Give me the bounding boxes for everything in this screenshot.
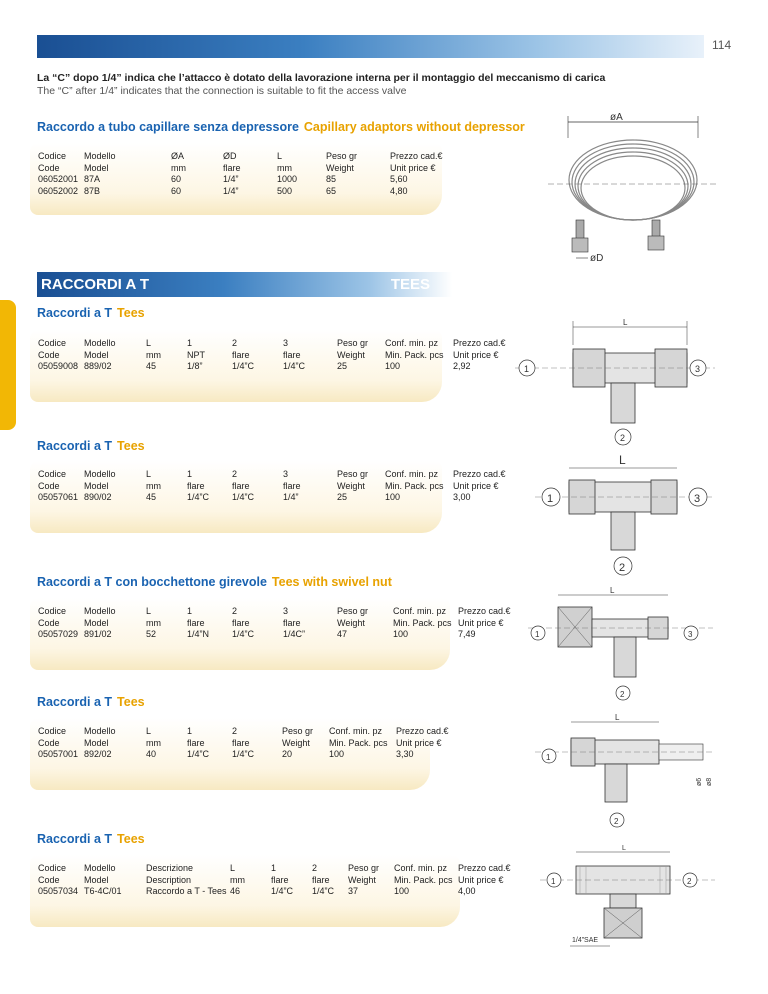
svg-text:1: 1 — [551, 877, 556, 886]
column-subheader: Weight — [326, 162, 354, 173]
table-cell: 20 — [282, 749, 293, 760]
table-column — [453, 469, 506, 504]
column-subheader: flare — [187, 617, 205, 628]
table-cell: 25 — [337, 361, 348, 372]
column-header: 3 — [283, 338, 289, 348]
table-cell: 1/8” — [187, 361, 203, 372]
dim-a-label: øA — [610, 112, 623, 123]
page-number: 114 — [712, 38, 732, 52]
table-column — [312, 863, 334, 898]
column-subheader: Min. Pack. pcs — [329, 737, 388, 748]
table-column — [38, 338, 78, 373]
table-column — [187, 469, 209, 504]
svg-text:2: 2 — [620, 433, 626, 443]
column-header: Modello — [84, 151, 116, 161]
section-title-en: Capillary adaptors without depressor — [303, 120, 525, 134]
column-subheader: Weight — [337, 349, 365, 360]
column-header: 1 — [187, 338, 193, 348]
table-cell: 87A — [84, 174, 101, 185]
column-header: L — [146, 726, 152, 736]
table-cell: 5,60 — [390, 174, 408, 185]
svg-text:3: 3 — [695, 364, 701, 374]
column-subheader: flare — [283, 349, 301, 360]
table-column — [283, 606, 305, 641]
table-column — [283, 338, 305, 373]
table-cell: 892/02 — [84, 749, 112, 760]
column-subheader: mm — [171, 162, 186, 173]
table-column — [393, 606, 452, 641]
table-cell: 1/4”C — [312, 886, 335, 897]
column-header: Codice — [38, 151, 67, 161]
svg-text:1: 1 — [547, 493, 554, 505]
tee-892-drawing — [535, 712, 715, 832]
table-column — [326, 151, 357, 197]
table-cell: 37 — [348, 886, 359, 897]
table-cell: 4,80 — [390, 185, 408, 196]
table-column — [458, 606, 511, 641]
column-header: Prezzo cad.€ — [390, 151, 443, 161]
table-cell: 85 — [326, 174, 337, 185]
table-cell: 100 — [385, 492, 401, 503]
section-tab — [0, 300, 16, 430]
table-column — [232, 338, 254, 373]
column-subheader: Min. Pack. pcs — [385, 480, 444, 491]
column-header: Conf. min. pz — [393, 606, 447, 616]
column-header: Modello — [84, 863, 116, 873]
table-column — [283, 469, 301, 504]
column-header: Peso gr — [337, 606, 369, 616]
column-subheader: Code — [38, 874, 60, 885]
column-header: Peso gr — [282, 726, 314, 736]
column-header: 2 — [232, 726, 238, 736]
column-subheader: flare — [312, 874, 330, 885]
column-header: Peso gr — [326, 151, 358, 161]
svg-text:ø8: ø8 — [706, 777, 713, 786]
table-cell: 05057029 — [38, 629, 79, 640]
column-subheader: mm — [277, 162, 292, 173]
table-column — [348, 863, 379, 898]
column-header: L — [277, 151, 283, 161]
column-header: 3 — [283, 606, 289, 616]
table-cell: 1/4”C — [232, 361, 255, 372]
section-title-it: Raccordi a T — [37, 832, 113, 846]
svg-text:2: 2 — [619, 562, 626, 574]
column-subheader: mm — [146, 349, 161, 360]
svg-text:1/4”SAE: 1/4”SAE — [572, 937, 599, 944]
svg-text:2: 2 — [620, 690, 625, 699]
column-subheader: Model — [84, 349, 109, 360]
table-cell: 46 — [230, 886, 241, 897]
table-column — [337, 469, 368, 504]
svg-text:L: L — [623, 318, 628, 327]
column-header: Prezzo cad.€ — [396, 726, 449, 736]
table-cell: 45 — [146, 361, 157, 372]
column-header: 2 — [312, 863, 318, 873]
table-column — [230, 863, 245, 898]
column-header: Peso gr — [337, 338, 369, 348]
column-subheader: Code — [38, 349, 60, 360]
table-cell: 60 — [171, 185, 182, 196]
column-header: L — [230, 863, 236, 873]
svg-text:L: L — [610, 586, 615, 595]
column-subheader: NPT — [187, 349, 205, 360]
column-header: Modello — [84, 338, 116, 348]
table-column — [171, 151, 186, 197]
product-table — [30, 718, 449, 790]
table-column — [394, 863, 453, 898]
section-title-en: Tees — [117, 695, 145, 709]
column-header: 1 — [187, 469, 193, 479]
table-cell: 05057001 — [38, 749, 79, 760]
svg-text:ø6: ø6 — [696, 777, 703, 786]
table-cell: 1/4”C — [232, 749, 255, 760]
table-cell: 1/4”N — [187, 629, 210, 640]
table-cell: 500 — [277, 185, 293, 196]
product-table — [30, 143, 442, 215]
column-header: Prezzo cad.€ — [458, 606, 511, 616]
table-column — [187, 338, 205, 373]
banner-title-en: TEES — [390, 276, 430, 293]
header-bar — [37, 35, 704, 58]
svg-text:L: L — [622, 845, 626, 852]
table-column — [38, 151, 78, 197]
table-cell: 100 — [329, 749, 345, 760]
column-subheader: mm — [146, 617, 161, 628]
table-column — [271, 863, 293, 898]
table-cell: 1/4”C — [271, 886, 294, 897]
column-subheader: Model — [84, 617, 109, 628]
table-cell: 1/4” — [283, 492, 299, 503]
table-cell: 47 — [337, 629, 348, 640]
column-header: Conf. min. pz — [385, 338, 439, 348]
column-header: ØD — [223, 151, 237, 161]
table-column — [232, 726, 254, 761]
table-column — [38, 606, 78, 641]
svg-text:1: 1 — [546, 753, 551, 762]
table-column — [146, 606, 161, 641]
column-header: Descrizione — [146, 863, 194, 873]
table-cell: 1/4” — [223, 174, 239, 185]
table-column — [84, 469, 116, 504]
table-column — [38, 726, 78, 761]
column-header: Prezzo cad.€ — [453, 338, 506, 348]
table-cell: 100 — [393, 629, 409, 640]
table-column — [84, 863, 122, 898]
table-column — [84, 338, 116, 373]
note-italian: La “C” dopo 1/4” indica che l’attacco è dotato della lavorazione interna per il montaggio del meccanismo di carica — [37, 72, 606, 84]
column-subheader: Unit price € — [458, 617, 504, 628]
table-column — [84, 726, 116, 761]
table-column — [232, 606, 254, 641]
column-subheader: Description — [146, 874, 192, 885]
table-column — [277, 151, 297, 197]
column-header: Codice — [38, 338, 67, 348]
table-column — [396, 726, 449, 761]
table-cell: 4,00 — [458, 886, 476, 897]
column-subheader: Unit price € — [453, 349, 499, 360]
svg-text:1: 1 — [535, 630, 540, 639]
table-cell: 1/4”C — [232, 629, 255, 640]
section-title-it: Raccordi a T — [37, 439, 113, 453]
column-header: Conf. min. pz — [385, 469, 439, 479]
column-subheader: mm — [146, 737, 161, 748]
column-subheader: Code — [38, 617, 60, 628]
table-cell: 52 — [146, 629, 157, 640]
column-subheader: flare — [271, 874, 289, 885]
table-cell: Raccordo a T - Tees — [146, 886, 227, 897]
table-column — [187, 726, 209, 761]
capillary-tube-drawing — [548, 108, 718, 268]
section-title-en: Tees with swivel nut — [271, 575, 392, 589]
table-cell: 87B — [84, 185, 101, 196]
tee-t6-drawing — [540, 842, 715, 977]
column-subheader: flare — [232, 349, 250, 360]
table-column — [453, 338, 506, 373]
column-subheader: Min. Pack. pcs — [393, 617, 452, 628]
column-subheader: Min. Pack. pcs — [394, 874, 453, 885]
column-subheader: mm — [230, 874, 245, 885]
section-title — [37, 120, 525, 134]
banner-title-it: RACCORDI A T — [41, 276, 150, 293]
table-column — [146, 338, 161, 373]
table-column — [38, 863, 78, 898]
column-subheader: Model — [84, 480, 109, 491]
column-header: Codice — [38, 863, 67, 873]
dim-d-label: øD — [590, 253, 604, 264]
column-header: 2 — [232, 469, 238, 479]
column-subheader: mm — [146, 480, 161, 491]
section-title-it: Raccordi a T — [37, 695, 113, 709]
column-header: 1 — [187, 726, 193, 736]
table-cell: 06052001 — [38, 174, 79, 185]
table-cell: 05057061 — [38, 492, 79, 503]
section-title — [37, 306, 145, 320]
table-cell: 1000 — [277, 174, 298, 185]
table-cell: T6-4C/01 — [84, 886, 122, 897]
section-title — [37, 832, 145, 846]
table-cell: 3,30 — [396, 749, 414, 760]
table-column — [390, 151, 443, 197]
column-header: 1 — [271, 863, 277, 873]
table-cell: 890/02 — [84, 492, 112, 503]
table-column — [458, 863, 511, 898]
table-column — [38, 469, 78, 504]
section-title-it: Raccordi a T — [37, 306, 113, 320]
table-column — [385, 469, 444, 504]
tee-889-drawing — [515, 315, 715, 450]
column-header: L — [146, 606, 152, 616]
svg-text:1: 1 — [524, 364, 530, 374]
table-cell: 1/4C” — [283, 629, 306, 640]
svg-text:3: 3 — [694, 493, 701, 505]
column-subheader: Unit price € — [390, 162, 436, 173]
table-cell: 2,92 — [453, 361, 471, 372]
column-subheader: flare — [283, 480, 301, 491]
column-subheader: Weight — [337, 480, 365, 491]
table-cell: 1/4”C — [283, 361, 306, 372]
table-cell: 45 — [146, 492, 157, 503]
column-subheader: Model — [84, 737, 109, 748]
table-column — [146, 726, 161, 761]
column-header: 2 — [232, 606, 238, 616]
column-subheader: Unit price € — [396, 737, 442, 748]
section-title-en: Tees — [117, 306, 145, 320]
column-subheader: Model — [84, 874, 109, 885]
table-cell: 65 — [326, 185, 337, 196]
table-cell: 06052002 — [38, 185, 79, 196]
section-title-en: Tees — [117, 832, 145, 846]
section-title — [37, 695, 145, 709]
column-subheader: Weight — [337, 617, 365, 628]
section-title-it: Raccordi a T con bocchettone girevole — [37, 575, 267, 589]
column-subheader: flare — [283, 617, 301, 628]
column-header: Conf. min. pz — [329, 726, 383, 736]
table-cell: 891/02 — [84, 629, 112, 640]
column-header: Peso gr — [348, 863, 380, 873]
section-title — [37, 439, 145, 453]
column-subheader: Unit price € — [453, 480, 499, 491]
table-cell: 1/4”C — [187, 749, 210, 760]
product-table — [30, 461, 506, 533]
column-subheader: Code — [38, 480, 60, 491]
column-header: 1 — [187, 606, 193, 616]
column-subheader: Weight — [348, 874, 376, 885]
table-cell: 3,00 — [453, 492, 471, 503]
table-column — [329, 726, 388, 761]
product-table — [30, 855, 511, 927]
column-subheader: flare — [187, 480, 205, 491]
column-header: Codice — [38, 469, 67, 479]
table-cell: 25 — [337, 492, 348, 503]
table-column — [84, 151, 116, 197]
column-header: Modello — [84, 469, 116, 479]
column-subheader: flare — [223, 162, 241, 173]
column-header: L — [146, 338, 152, 348]
table-cell: 1/4” — [223, 185, 239, 196]
section-title — [37, 575, 392, 589]
svg-text:L: L — [619, 453, 626, 467]
column-header: Peso gr — [337, 469, 369, 479]
table-column — [146, 469, 161, 504]
column-subheader: flare — [232, 480, 250, 491]
table-column — [337, 338, 368, 373]
table-cell: 1/4”C — [187, 492, 210, 503]
column-subheader: flare — [187, 737, 205, 748]
column-header: L — [146, 469, 152, 479]
tee-890-drawing — [535, 450, 715, 580]
tee-swivel-drawing — [528, 585, 713, 705]
table-column — [282, 726, 313, 761]
category-banner — [37, 272, 452, 297]
column-subheader: flare — [232, 617, 250, 628]
column-header: ØA — [171, 151, 185, 161]
section-title-it: Raccordo a tubo capillare senza depressore — [37, 120, 299, 134]
note-english: The “C” after 1/4” indicates that the connection is suitable to fit the access valve — [37, 85, 407, 97]
table-column — [187, 606, 209, 641]
column-subheader: Code — [38, 737, 60, 748]
svg-text:2: 2 — [687, 877, 692, 886]
column-header: Prezzo cad.€ — [458, 863, 511, 873]
column-subheader: flare — [232, 737, 250, 748]
column-header: Conf. min. pz — [394, 863, 448, 873]
table-column — [146, 863, 227, 898]
svg-text:L: L — [615, 713, 620, 722]
column-header: Modello — [84, 726, 116, 736]
table-cell: 05057034 — [38, 886, 79, 897]
column-header: 2 — [232, 338, 238, 348]
table-cell: 889/02 — [84, 361, 112, 372]
column-header: Prezzo cad.€ — [453, 469, 506, 479]
column-header: Modello — [84, 606, 116, 616]
table-cell: 60 — [171, 174, 182, 185]
column-header: Codice — [38, 606, 67, 616]
table-column — [385, 338, 444, 373]
table-column — [223, 151, 241, 197]
table-cell: 100 — [385, 361, 401, 372]
table-cell: 7,49 — [458, 629, 476, 640]
table-cell: 05059008 — [38, 361, 79, 372]
section-title-en: Tees — [117, 439, 145, 453]
table-cell: 100 — [394, 886, 410, 897]
column-header: Codice — [38, 726, 67, 736]
table-cell: 40 — [146, 749, 157, 760]
column-subheader: Model — [84, 162, 109, 173]
table-column — [84, 606, 116, 641]
column-header: 3 — [283, 469, 289, 479]
table-column — [337, 606, 368, 641]
svg-text:2: 2 — [614, 817, 619, 826]
column-subheader: Code — [38, 162, 60, 173]
svg-text:3: 3 — [688, 630, 693, 639]
product-table — [30, 330, 506, 402]
column-subheader: Unit price € — [458, 874, 504, 885]
product-table — [30, 598, 511, 670]
table-column — [232, 469, 254, 504]
column-subheader: Weight — [282, 737, 310, 748]
column-subheader: Min. Pack. pcs — [385, 349, 444, 360]
table-cell: 1/4”C — [232, 492, 255, 503]
